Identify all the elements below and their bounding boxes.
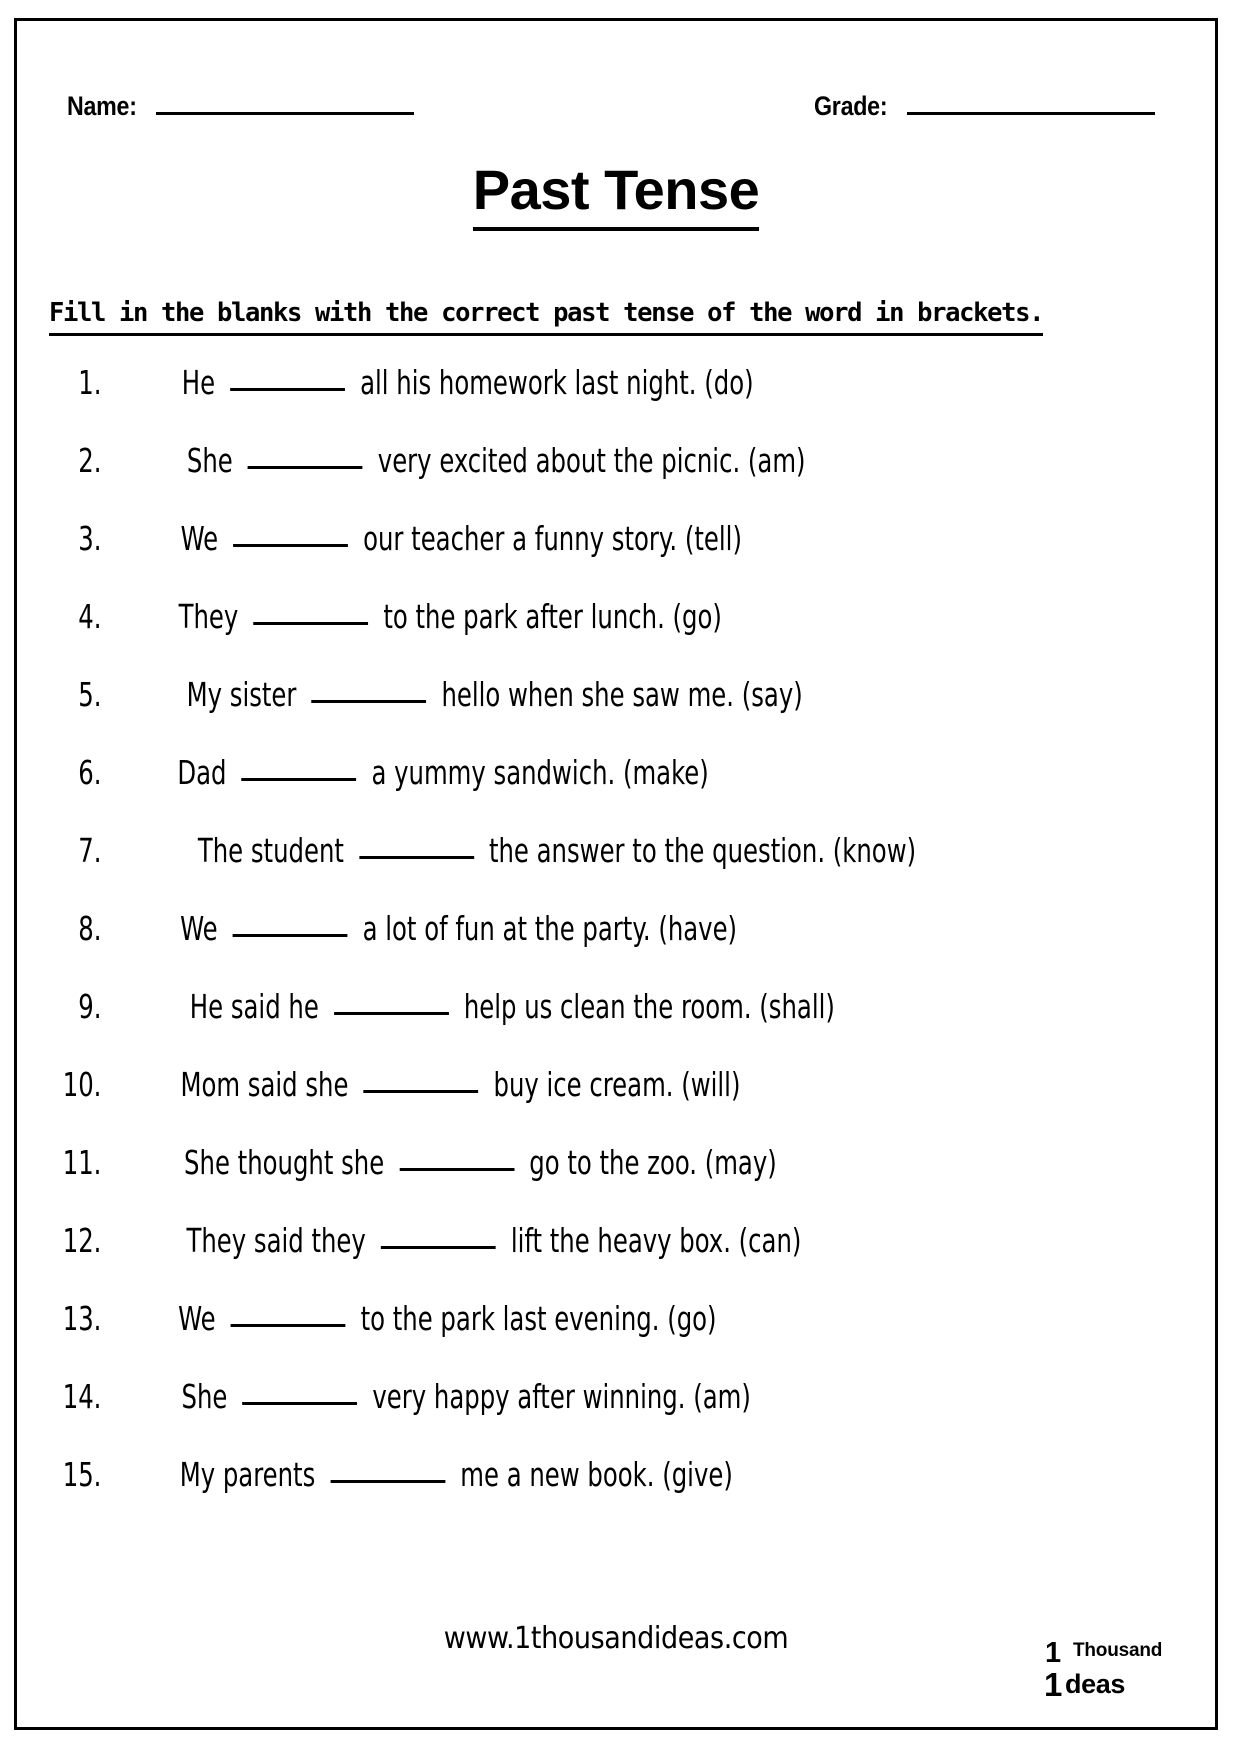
question-text <box>197 831 917 870</box>
brand-logo-thousand: Thousand <box>1073 1640 1163 1661</box>
answer-blank[interactable] <box>233 544 348 547</box>
answer-blank[interactable] <box>253 622 368 625</box>
question-text <box>186 441 806 480</box>
question-number: 15. <box>62 1455 102 1494</box>
grade-write-line[interactable] <box>907 112 1155 115</box>
question-text-after-blank: all his homework last night. (do) <box>352 363 754 402</box>
question-text <box>181 363 754 402</box>
question-number: 6. <box>78 753 102 792</box>
question-number: 10. <box>62 1065 102 1104</box>
question-text-before-blank: Dad <box>177 753 235 792</box>
answer-blank[interactable] <box>230 388 345 391</box>
question-text-before-blank: They <box>178 597 247 636</box>
question-text-after-blank: very excited about the picnic. (am) <box>370 441 806 480</box>
question-text-after-blank: a yummy sandwich. (make) <box>363 753 709 792</box>
question-text-after-blank: help us clean the room. (shall) <box>456 987 835 1026</box>
question-text-after-blank: to the park last evening. (go) <box>352 1299 717 1338</box>
worksheet-page <box>14 18 1218 1730</box>
question-text-before-blank: She thought she <box>184 1143 392 1182</box>
question-text <box>178 1299 717 1338</box>
question-row <box>45 987 1195 1068</box>
question-text-before-blank: He said he <box>189 987 327 1026</box>
question-row <box>45 1065 1195 1146</box>
question-row <box>45 519 1195 600</box>
answer-blank[interactable] <box>248 466 363 469</box>
question-number: 12. <box>62 1221 102 1260</box>
answer-blank[interactable] <box>364 1090 479 1093</box>
question-text-before-blank: We <box>180 519 226 558</box>
question-text-before-blank: Mom said she <box>180 1065 357 1104</box>
question-number: 13. <box>62 1299 102 1338</box>
question-text-after-blank: very happy after winning. (am) <box>364 1377 751 1416</box>
question-text <box>179 1455 733 1494</box>
question-text-after-blank: lift the heavy box. (can) <box>503 1221 802 1260</box>
question-number: 1. <box>78 363 102 402</box>
question-text-before-blank: My parents <box>179 1455 324 1494</box>
page-title: Past Tense <box>473 161 760 231</box>
question-text <box>178 597 722 636</box>
brand-logo-one-second: 1 <box>1044 1666 1063 1703</box>
name-field <box>67 93 414 120</box>
question-row <box>45 1143 1195 1224</box>
answer-blank[interactable] <box>233 934 348 937</box>
question-row <box>45 909 1195 990</box>
question-text-before-blank: He <box>181 363 223 402</box>
answer-blank[interactable] <box>242 778 357 781</box>
question-row <box>45 1221 1195 1302</box>
answer-blank[interactable] <box>381 1246 496 1249</box>
question-number: 7. <box>78 831 102 870</box>
question-row <box>45 441 1195 522</box>
name-write-line[interactable] <box>156 112 414 115</box>
question-text <box>186 675 803 714</box>
grade-field <box>814 93 1155 120</box>
question-text <box>186 1221 802 1260</box>
question-text-after-blank: buy ice cream. (will) <box>485 1065 741 1104</box>
grade-label: Grade: <box>814 91 888 121</box>
question-row <box>45 363 1195 444</box>
answer-blank[interactable] <box>242 1402 357 1405</box>
question-row <box>45 1455 1195 1536</box>
question-text-before-blank: We <box>180 909 226 948</box>
question-row <box>45 675 1195 756</box>
question-number: 11. <box>62 1143 102 1182</box>
footer-url: www.1thousandideas.com <box>443 1621 789 1656</box>
question-number: 8. <box>78 909 102 948</box>
question-text <box>180 1065 741 1104</box>
question-row <box>45 597 1195 678</box>
answer-blank[interactable] <box>231 1324 346 1327</box>
question-row <box>45 753 1195 834</box>
question-text <box>184 1143 777 1182</box>
question-text-before-blank: She <box>186 441 241 480</box>
question-text <box>180 519 742 558</box>
student-info-row <box>49 76 1189 120</box>
brand-logo-one: 1 <box>1045 1637 1062 1669</box>
question-text-after-blank: me a new book. (give) <box>452 1455 733 1494</box>
question-text-after-blank: to the park after lunch. (go) <box>375 597 722 636</box>
question-row <box>45 1299 1195 1380</box>
question-number: 9. <box>78 987 102 1026</box>
question-number: 5. <box>78 675 102 714</box>
question-text-before-blank: We <box>178 1299 224 1338</box>
worksheet-content <box>17 21 1215 1727</box>
question-text <box>180 909 738 948</box>
question-text-before-blank: She <box>181 1377 236 1416</box>
name-label: Name: <box>67 91 137 121</box>
question-row <box>45 831 1195 912</box>
question-list <box>45 363 1195 1536</box>
question-text <box>189 987 835 1026</box>
question-number: 3. <box>78 519 102 558</box>
question-text-after-blank: our teacher a funny story. (tell) <box>355 519 742 558</box>
question-number: 4. <box>78 597 102 636</box>
question-number: 14. <box>62 1377 102 1416</box>
question-row <box>45 1377 1195 1458</box>
brand-logo <box>1043 1635 1189 1709</box>
answer-blank[interactable] <box>334 1012 449 1015</box>
question-text <box>177 753 709 792</box>
question-number: 2. <box>78 441 102 480</box>
question-text <box>181 1377 751 1416</box>
question-text-after-blank: go to the zoo. (may) <box>521 1143 777 1182</box>
title-container <box>17 158 1215 231</box>
answer-blank[interactable] <box>312 700 427 703</box>
question-text-after-blank: a lot of fun at the party. (have) <box>354 909 738 948</box>
answer-blank[interactable] <box>330 1480 445 1483</box>
brand-logo-ideas: deas <box>1065 1669 1125 1699</box>
question-text-after-blank: hello when she saw me. (say) <box>433 675 803 714</box>
question-text-before-blank: They said they <box>186 1221 374 1260</box>
instruction-text: Fill in the blanks with the correct past tense of the word in brackets. <box>49 298 1043 336</box>
answer-blank[interactable] <box>359 856 474 859</box>
question-text-before-blank: The student <box>197 831 352 870</box>
question-text-before-blank: My sister <box>186 675 305 714</box>
answer-blank[interactable] <box>399 1168 514 1171</box>
question-text-after-blank: the answer to the question. (know) <box>481 831 917 870</box>
